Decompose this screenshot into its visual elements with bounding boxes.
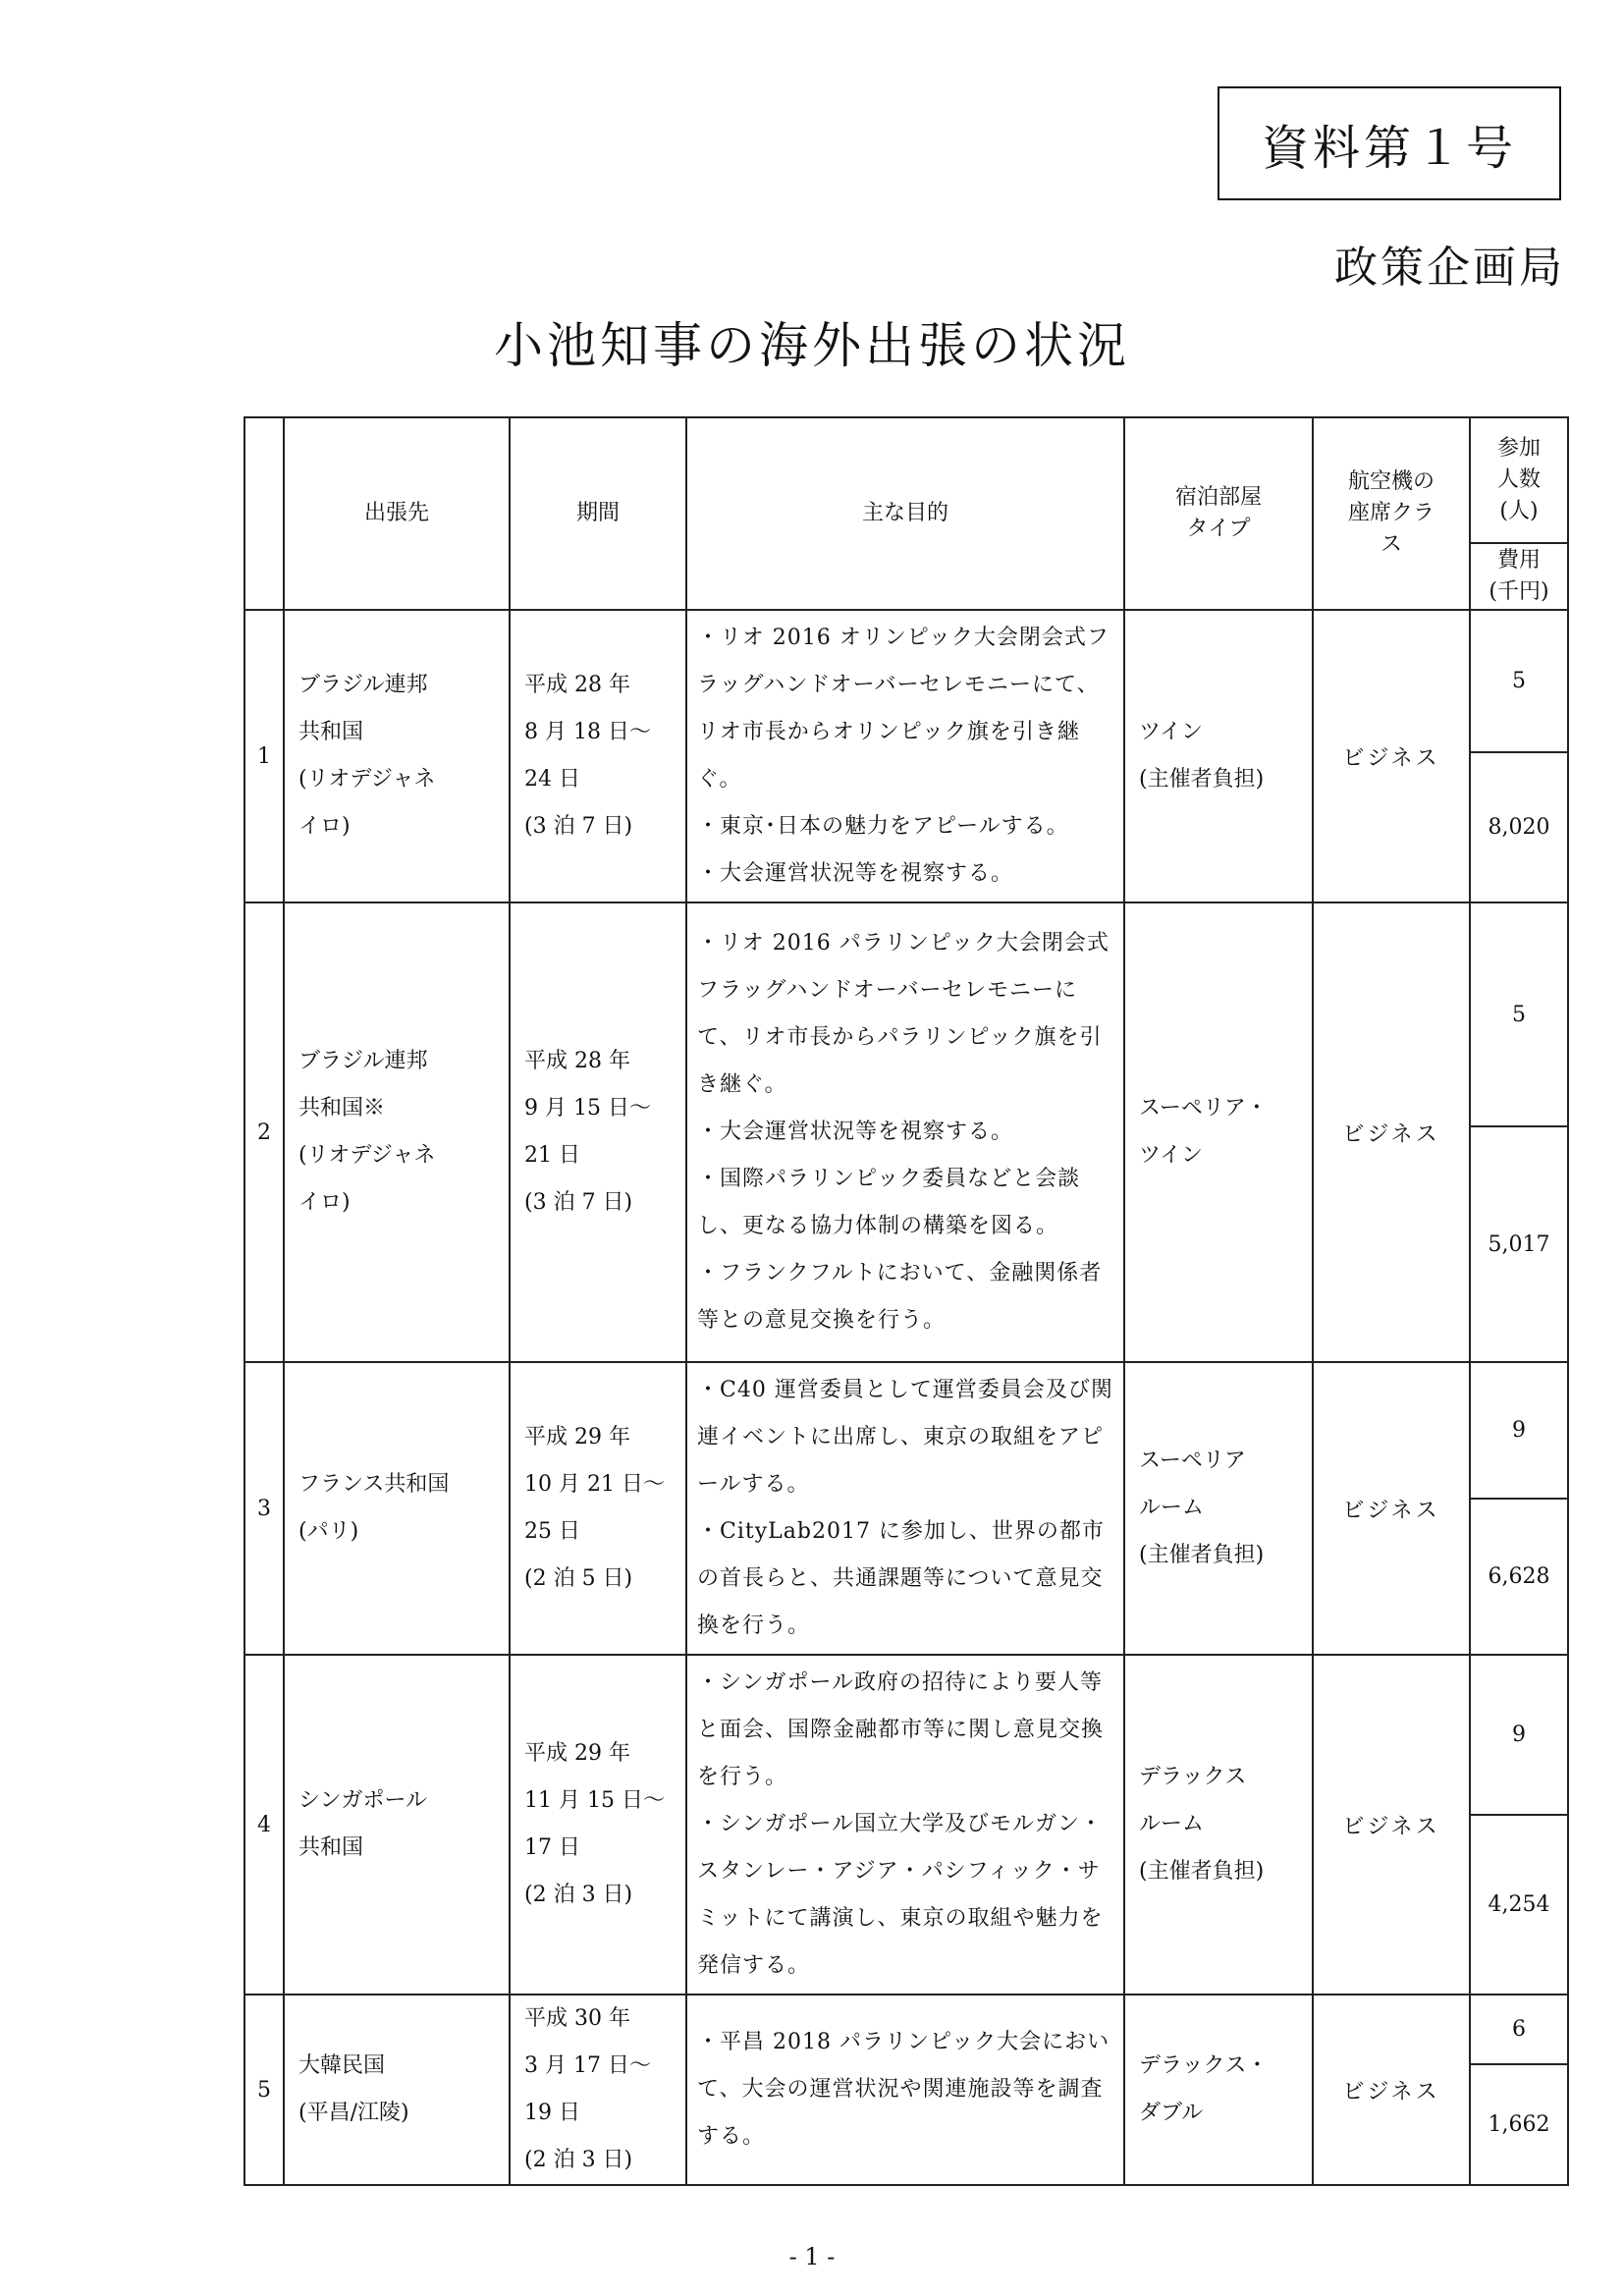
purpose-cell: ・リオ 2016 オリンピック大会閉会式フラッグハンドオーバーセレモニーにて、リオ市長からオリンピック旗を引き継ぐ。 ・東京･日本の魅力をアピールする。 ・大会運営状況等を視察する。 <box>686 610 1124 902</box>
cost-cell: 1,662 <box>1470 2064 1568 2185</box>
room-type-cell: スーペリア・ ツイン <box>1124 902 1313 1362</box>
room-type-cell: ツイン (主催者負担) <box>1124 610 1313 902</box>
period-cell: 平成 29 年 11 月 15 日～ 17 日 (2 泊 3 日) <box>510 1655 686 1995</box>
participants-cell: 9 <box>1470 1362 1568 1499</box>
bureau-name: 政策企画局 <box>1334 243 1565 293</box>
cost-cell: 5,017 <box>1470 1126 1568 1362</box>
seat-class-cell: ビジネス <box>1313 1655 1470 1995</box>
seat-class-cell: ビジネス <box>1313 902 1470 1362</box>
row-number: 1 <box>244 610 284 902</box>
seat-class-cell: ビジネス <box>1313 610 1470 902</box>
header-period: 期間 <box>510 417 686 610</box>
page-title: 小池知事の海外出張の状況 <box>494 317 1130 374</box>
destination-cell: ブラジル連邦 共和国 (リオデジャネ イロ) <box>284 610 510 902</box>
purpose-cell: ・C40 運営委員として運営委員会及び関連イベントに出席し、東京の取組をアピールする。 ・CityLab2017 に参加し、世界の都市の首長らと、共通課題等について意見交換を行う。 <box>686 1362 1124 1655</box>
table-row <box>244 1655 1568 1815</box>
row-number: 4 <box>244 1655 284 1995</box>
period-cell: 平成 30 年 3 月 17 日～ 19 日 (2 泊 3 日) <box>510 1995 686 2185</box>
header-purpose: 主な目的 <box>686 417 1124 610</box>
purpose-cell: ・平昌 2018 パラリンピック大会において、大会の運営状況や関連施設等を調査する。 <box>686 1995 1124 2185</box>
header-destination: 出張先 <box>284 417 510 610</box>
table-row <box>244 610 1568 752</box>
row-number: 2 <box>244 902 284 1362</box>
period-cell: 平成 28 年 9 月 15 日～ 21 日 (3 泊 7 日) <box>510 902 686 1362</box>
purpose-cell: ・シンガポール政府の招待により要人等と面会、国際金融都市等に関し意見交換を行う。 ・シンガポール国立大学及びモルガン・スタンレー・アジア・パシフィック・サミットにて講演し、東京の取組や魅力を発信する。 <box>686 1655 1124 1995</box>
period-cell: 平成 28 年 8 月 18 日～ 24 日 (3 泊 7 日) <box>510 610 686 902</box>
cost-cell: 6,628 <box>1470 1499 1568 1655</box>
header-row <box>244 417 1568 543</box>
header-no <box>244 417 284 610</box>
period-cell: 平成 29 年 10 月 21 日～ 25 日 (2 泊 5 日) <box>510 1362 686 1655</box>
seat-class-cell: ビジネス <box>1313 1362 1470 1655</box>
table-row <box>244 902 1568 1126</box>
participants-cell: 9 <box>1470 1655 1568 1815</box>
room-type-cell: デラックス ルーム (主催者負担) <box>1124 1655 1313 1995</box>
destination-cell: 大韓民国 (平昌/江陵) <box>284 1995 510 2185</box>
participants-cell: 5 <box>1470 610 1568 752</box>
room-type-cell: スーペリア ルーム (主催者負担) <box>1124 1362 1313 1655</box>
purpose-cell: ・リオ 2016 パラリンピック大会閉会式フラッグハンドオーバーセレモニーにて、リオ市長からパラリンピック旗を引き継ぐ。 ・大会運営状況等を視察する。 ・国際パラリンピック委員などと会談し、更なる協力体制の構築を図る。 ・フランクフルトにおいて、金融関係者等との意見交換を行う。 <box>686 902 1124 1362</box>
participants-cell: 5 <box>1470 902 1568 1126</box>
header-participants: 参加 人数 (人) <box>1470 417 1568 543</box>
header-room-type: 宿泊部屋 タイプ <box>1124 417 1313 610</box>
destination-cell: フランス共和国 (パリ) <box>284 1362 510 1655</box>
table-row <box>244 1995 1568 2064</box>
seat-class-cell: ビジネス <box>1313 1995 1470 2185</box>
cost-cell: 4,254 <box>1470 1815 1568 1995</box>
page-number: - 1 - <box>788 2243 836 2270</box>
room-type-cell: デラックス・ ダブル <box>1124 1995 1313 2185</box>
row-number: 3 <box>244 1362 284 1655</box>
destination-cell: ブラジル連邦 共和国※ (リオデジャネ イロ) <box>284 902 510 1362</box>
table-row <box>244 1362 1568 1499</box>
overseas-trips-table <box>244 416 1569 2186</box>
document-number: 資料第１号 <box>1218 86 1561 200</box>
header-cost: 費用 (千円) <box>1470 543 1568 610</box>
header-seat-class: 航空機の 座席クラ ス <box>1313 417 1470 610</box>
destination-cell: シンガポール 共和国 <box>284 1655 510 1995</box>
cost-cell: 8,020 <box>1470 752 1568 902</box>
row-number: 5 <box>244 1995 284 2185</box>
participants-cell: 6 <box>1470 1995 1568 2064</box>
